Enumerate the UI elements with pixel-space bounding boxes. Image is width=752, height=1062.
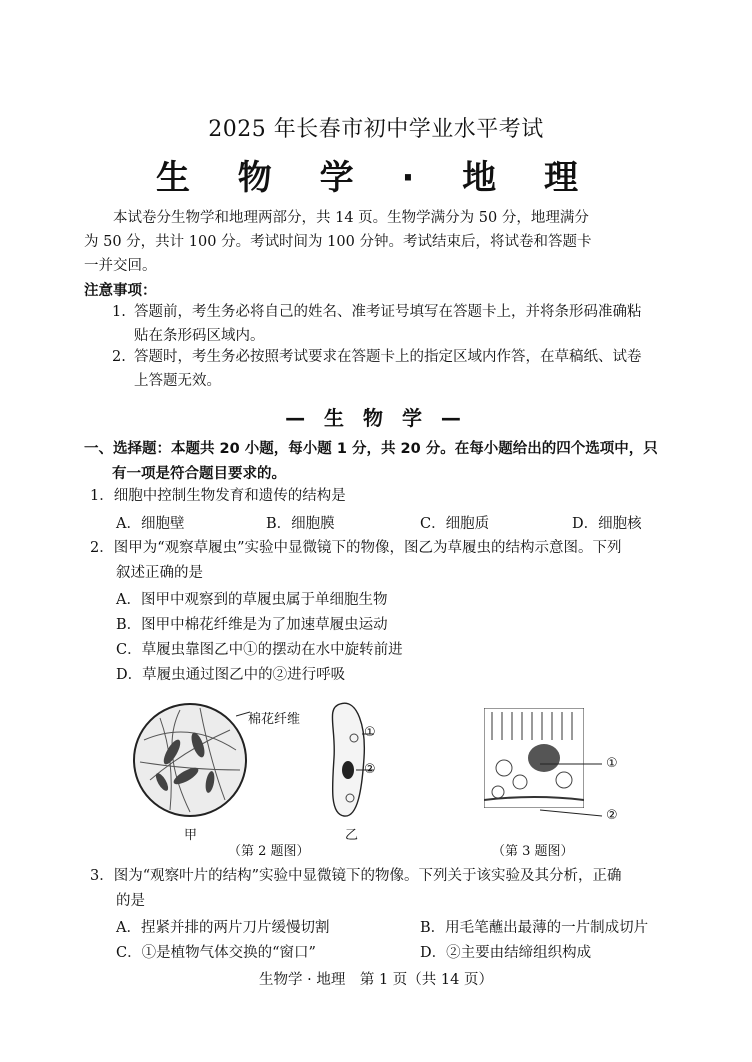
section-title: — 生 物 学 —: [285, 406, 467, 430]
stem-line: 的是: [116, 893, 145, 909]
stem-line: 3．图为“观察叶片的结构”实验中显微镜下的物像。下列关于该实验及其分析，正确: [90, 868, 622, 884]
intro-line: 本试卷分生物学和地理两部分，共 14 页。生物学满分为 50 分，地理满分: [113, 210, 589, 226]
paramecium-mark-2: ②: [364, 762, 376, 777]
exam-title: 2025 年长春市初中学业水平考试: [208, 117, 544, 142]
paramecium-mark-1: ①: [364, 725, 376, 740]
part-heading-line: 有一项是符合题目要求的。: [112, 466, 286, 482]
note-text: 答题前，考生务必将自己的姓名、准考证号填写在答题卡上，并将条形码准确粘: [134, 304, 642, 320]
q3-option-c: C．①是植物气体交换的“窗口”: [116, 945, 316, 961]
microscope-view-figure: [130, 700, 250, 820]
paramecium-figure: [318, 698, 388, 823]
q2-option-a: A．图甲中观察到的草履虫属于单细胞生物: [116, 592, 388, 608]
note-text: 上答题无效。: [134, 373, 221, 389]
subject-title: 生 物 学 · 地 理: [155, 158, 597, 198]
q3-option-d: D．②主要由结缔组织构成: [420, 945, 592, 961]
intro-line: 为 50 分，共计 100 分。考试时间为 100 分钟。考试结束后，将试卷和答题卡: [84, 234, 592, 250]
question-1-stem: 1．细胞中控制生物发育和遗传的结构是: [90, 488, 346, 504]
q3-option-a: A．捏紧并排的两片刀片缓慢切割: [116, 920, 330, 936]
leaf-pointer-lines: [540, 760, 610, 820]
note-item: [112, 345, 672, 393]
option-b: B．细胞膜: [266, 516, 335, 532]
question-2-stem: [90, 536, 678, 586]
leaf-mark-1: ①: [606, 756, 618, 771]
intro-paragraph: [84, 206, 676, 278]
note-text: 答题时，考生务必按照考试要求在答题卡上的指定区域内作答，在草稿纸、试卷: [134, 349, 642, 365]
figure-yi-label: 乙: [345, 828, 359, 843]
figure-3-caption: （第 3 题图）: [492, 844, 574, 859]
option-d: D．细胞核: [572, 516, 642, 532]
part-heading: [84, 437, 676, 487]
q2-option-d: D．草履虫通过图乙中的②进行呼吸: [116, 667, 346, 683]
note-number: 1.: [112, 304, 126, 320]
figure-jia-label: 甲: [184, 828, 198, 843]
q2-option-b: B．图甲中棉花纤维是为了加速草履虫运动: [116, 617, 388, 633]
stem-line: 叙述正确的是: [116, 565, 203, 581]
note-text: 贴在条形码区域内。: [134, 328, 265, 344]
q3-option-b: B．用毛笔蘸出最薄的一片制成切片: [420, 920, 649, 936]
leaf-mark-2: ②: [606, 808, 618, 823]
fiber-label: 棉花纤维: [248, 712, 301, 727]
notes-title: 注意事项：: [84, 283, 157, 299]
intro-line: 一并交回。: [84, 258, 157, 274]
figure-2-caption: （第 2 题图）: [228, 844, 310, 859]
question-3-stem: [90, 864, 678, 914]
q2-option-c: C．草履虫靠图乙中①的摆动在水中旋转前进: [116, 642, 403, 658]
page-footer: 生物学 · 地理 第 1 页（共 14 页）: [259, 972, 493, 988]
option-a: A．细胞壁: [116, 516, 185, 532]
part-heading-line: 一、选择题：本题共 20 小题，每小题 1 分，共 20 分。在每小题给出的四个选项中，只: [84, 441, 658, 457]
stem-line: 2．图甲为“观察草履虫”实验中显微镜下的物像，图乙为草履虫的结构示意图。下列: [90, 540, 622, 556]
note-item: [112, 300, 672, 348]
note-number: 2.: [112, 349, 126, 365]
option-c: C．细胞质: [420, 516, 490, 532]
